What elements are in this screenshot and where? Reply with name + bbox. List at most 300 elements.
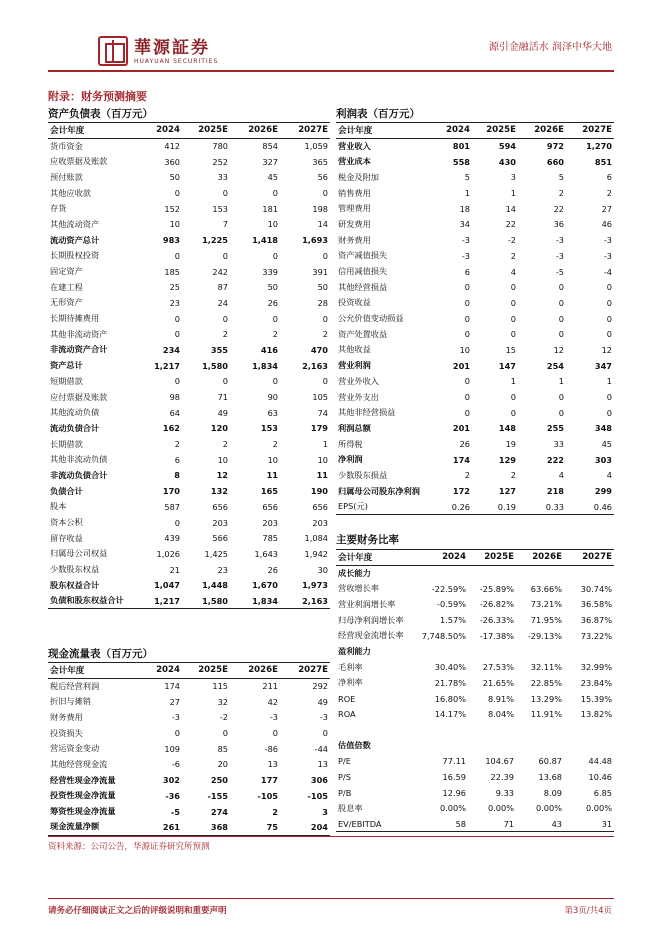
table-row: [336, 801, 614, 817]
cell-value: 21.65%: [482, 677, 514, 688]
cell-value: 558: [452, 156, 470, 167]
cell-value: 4: [606, 470, 612, 481]
table-row: [336, 816, 614, 832]
cell-value: 203: [212, 517, 228, 528]
row-label: 其他应收款: [50, 187, 91, 198]
cell-value: 27: [601, 203, 612, 214]
cell-value: 10.46: [588, 771, 612, 782]
table-row: [336, 185, 614, 201]
row-label: 股息率: [338, 802, 363, 813]
cell-value: 439: [164, 533, 180, 544]
row-label: 营业利润: [338, 360, 371, 371]
cell-value: -3: [319, 712, 328, 723]
row-label: 折旧与摊销: [50, 696, 91, 707]
cell-value: 0: [222, 376, 228, 387]
cell-value: 0: [464, 376, 470, 387]
cell-value: 162: [162, 423, 180, 434]
cell-value: 566: [212, 533, 228, 544]
cell-value: 27: [169, 696, 180, 707]
cell-value: 0: [606, 282, 612, 293]
cell-value: 174: [164, 681, 180, 692]
table-row: [336, 405, 614, 421]
cell-value: 64: [169, 407, 180, 418]
cell-value: 36.58%: [580, 599, 612, 610]
table-row: [336, 452, 614, 468]
cell-value: -44: [314, 743, 328, 754]
table-row: [48, 217, 330, 233]
cell-value: 105: [312, 392, 328, 403]
cell-value: 174: [452, 454, 470, 465]
cell-value: 98: [169, 392, 180, 403]
table-row: [48, 358, 330, 374]
cell-value: 50: [169, 172, 180, 183]
cell-value: -29.13%: [527, 630, 562, 641]
table-row: [336, 722, 614, 738]
cell-value: 153: [212, 203, 228, 214]
table-row: [336, 499, 614, 515]
cell-value: 348: [594, 423, 612, 434]
cell-value: -3: [461, 250, 470, 261]
cell-value: 0: [558, 313, 564, 324]
table-row: [336, 264, 614, 280]
cell-value: 36: [553, 219, 564, 230]
cell-value: 11.91%: [530, 709, 562, 720]
cell-value: 10: [267, 219, 278, 230]
cell-value: 0: [322, 728, 328, 739]
row-label: 信用减值损失: [338, 266, 388, 277]
cashflow-table: [48, 662, 330, 836]
cell-value: 172: [452, 486, 470, 497]
table-row: [48, 452, 330, 468]
cell-value: 13: [267, 759, 278, 770]
cell-value: 242: [212, 266, 228, 277]
cell-value: 204: [280, 819, 330, 835]
row-label: P/E: [338, 756, 351, 767]
row-label: 净利率: [338, 677, 363, 688]
cell-value: 470: [310, 344, 328, 355]
cell-value: 5: [464, 172, 470, 183]
row-label: 其他流动负债: [50, 407, 100, 418]
table-row: [48, 757, 330, 773]
cell-value: 2: [222, 329, 228, 340]
row-label: 税后经营利润: [50, 680, 100, 691]
table-row: [48, 483, 330, 499]
cell-value: -105: [257, 790, 278, 801]
cell-value: -25.89%: [479, 583, 514, 594]
table-row: [336, 217, 614, 233]
cell-value: 0: [558, 329, 564, 340]
page-number: 第3页/共4页: [564, 906, 612, 916]
cell-value: 0: [174, 517, 180, 528]
cell-value: 77.11: [442, 756, 466, 767]
cell-value: -22.59%: [431, 583, 466, 594]
cell-value: 115: [212, 681, 228, 692]
row-label: 其他非流动负债: [50, 454, 108, 465]
cell-value: 201: [452, 423, 470, 434]
cell-value: 1,580: [202, 360, 228, 371]
cell-value: [564, 644, 614, 660]
row-label: 归母净利润增长率: [338, 614, 404, 625]
cell-value: 109: [164, 743, 180, 754]
cell-value: 1,643: [254, 548, 278, 559]
cell-value: [564, 722, 614, 738]
table-header-row: [48, 123, 330, 139]
table-header-row: [336, 550, 614, 566]
cell-value: 19: [505, 439, 516, 450]
cell-value: 2: [464, 470, 470, 481]
cell-value: -3: [461, 235, 470, 246]
cell-value: 71.95%: [530, 615, 562, 626]
row-label: 现金流量净额: [48, 819, 134, 835]
cell-value: 1,418: [252, 235, 278, 246]
cell-value: 129: [498, 454, 516, 465]
cell-value: 170: [162, 486, 180, 497]
cell-value: 0: [272, 376, 278, 387]
cell-value: 34: [459, 219, 470, 230]
table-header-row: [48, 663, 330, 679]
cell-value: 303: [594, 454, 612, 465]
table-row: [48, 725, 330, 741]
table-row: [48, 530, 330, 546]
column-header-year: 2024: [134, 663, 182, 679]
cell-value: -86: [264, 743, 278, 754]
cell-value: 222: [546, 454, 564, 465]
cell-value: 0.33: [518, 499, 566, 515]
row-label: 财务费用: [50, 711, 83, 722]
cell-value: [564, 565, 614, 581]
cell-value: 32.11%: [530, 662, 562, 673]
header-divider: [48, 70, 614, 72]
row-label: 利润总额: [338, 422, 371, 433]
column-header-year: 2025E: [182, 123, 230, 139]
cell-value: 6.85: [593, 787, 612, 798]
column-header-year: 2026E: [516, 550, 564, 566]
section-title: 附录：财务预测摘要: [48, 90, 147, 103]
table-row: [48, 788, 330, 804]
cell-value: 46: [601, 219, 612, 230]
cell-value: 365: [312, 156, 328, 167]
cell-value: 58: [416, 816, 468, 832]
cell-value: 63.66%: [530, 583, 562, 594]
cell-value: 0.00%: [439, 803, 466, 814]
cell-value: 0: [272, 188, 278, 199]
row-label: 毛利率: [338, 661, 363, 672]
row-label: 投资性现金净流量: [50, 790, 116, 801]
cell-value: 10: [459, 344, 470, 355]
cell-value: -3: [269, 712, 278, 723]
cell-value: 252: [212, 156, 228, 167]
row-label: ROA: [338, 709, 356, 720]
cell-value: 587: [164, 501, 180, 512]
cell-value: 165: [260, 486, 278, 497]
cell-value: 45: [267, 172, 278, 183]
cell-value: 327: [262, 156, 278, 167]
cell-value: 292: [312, 681, 328, 692]
cell-value: [416, 565, 468, 581]
cell-value: 0.19: [472, 499, 518, 515]
cell-value: 660: [546, 156, 564, 167]
cell-value: 87: [217, 282, 228, 293]
table-row: [48, 154, 330, 170]
cell-value: 1,425: [204, 548, 228, 559]
row-label: P/B: [338, 787, 352, 798]
cell-value: 801: [452, 141, 470, 152]
table-row: [336, 468, 614, 484]
cell-value: 0.00%: [585, 803, 612, 814]
row-label: 长期借款: [50, 438, 83, 449]
row-label: 固定资产: [50, 266, 83, 277]
row-label: 其他收益: [338, 344, 371, 355]
table-row: [336, 389, 614, 405]
cell-value: 430: [498, 156, 516, 167]
row-label: 营业成本: [338, 156, 371, 167]
row-label: 其他流动资产: [50, 218, 100, 229]
column-header-year: 2024: [416, 550, 468, 566]
cell-value: 73.22%: [580, 630, 612, 641]
cell-value: 201: [452, 360, 470, 371]
table-row: [336, 358, 614, 374]
cell-value: 3: [510, 172, 516, 183]
cell-value: 0: [174, 188, 180, 199]
cell-value: 211: [262, 681, 278, 692]
cell-value: 43: [516, 816, 564, 832]
row-label: 管理费用: [338, 203, 371, 214]
cell-value: 983: [162, 235, 180, 246]
row-label: 经营现金流增长率: [338, 630, 404, 641]
cell-value: 24: [217, 297, 228, 308]
cell-value: 21.78%: [434, 677, 466, 688]
cell-value: -5: [555, 266, 564, 277]
cell-value: 71: [468, 816, 516, 832]
row-label: 营业收入: [338, 140, 371, 151]
cell-value: 1,942: [304, 548, 328, 559]
cell-value: 972: [546, 141, 564, 152]
cell-value: -4: [603, 266, 612, 277]
cell-value: 3: [322, 806, 328, 817]
column-header-year: 2024: [134, 123, 182, 139]
row-label: 投资收益: [338, 297, 371, 308]
cell-value: 45: [601, 439, 612, 450]
column-header-year: 2025E: [468, 550, 516, 566]
row-label: 归属母公司股东净利润: [338, 485, 420, 496]
table-row: [48, 772, 330, 788]
cell-value: 15.39%: [580, 693, 612, 704]
cell-value: 9.33: [495, 787, 514, 798]
table-row: [336, 706, 614, 722]
row-label: 归属母公司权益: [50, 548, 108, 559]
cell-value: 0: [464, 329, 470, 340]
cell-value: 0: [222, 728, 228, 739]
cell-value: 26: [267, 564, 278, 575]
row-label: 盈利能力: [338, 645, 371, 656]
cell-value: 355: [210, 344, 228, 355]
ratios-table: [336, 549, 614, 832]
table-row: [48, 546, 330, 562]
cell-value: 23.84%: [580, 677, 612, 688]
cell-value: 152: [164, 203, 180, 214]
table-row: [336, 295, 614, 311]
cell-value: 50: [267, 282, 278, 293]
cell-value: 0: [464, 282, 470, 293]
row-label: 估值倍数: [338, 740, 371, 751]
row-label: P/S: [338, 771, 351, 782]
cell-value: 1,084: [304, 533, 328, 544]
cell-value: 50: [317, 282, 328, 293]
cell-value: 0: [174, 329, 180, 340]
row-label: 经营性现金净流量: [50, 774, 116, 785]
cell-value: 25: [169, 282, 180, 293]
cell-value: 85: [217, 743, 228, 754]
balance-sheet-table: [48, 122, 330, 609]
cell-value: -5: [170, 806, 180, 817]
table-row: [336, 644, 614, 660]
cell-value: 147: [498, 360, 516, 371]
cell-value: 32.99%: [580, 662, 612, 673]
footer-divider: [48, 898, 614, 899]
row-label: 营运资金变动: [50, 743, 100, 754]
row-label: 其他经营损益: [338, 281, 388, 292]
cell-value: 360: [164, 156, 180, 167]
cell-value: 0: [464, 297, 470, 308]
cell-value: 4: [510, 266, 516, 277]
header-slogan: 源引金融活水 润泽中华大地: [488, 42, 612, 53]
cell-value: 2: [510, 470, 516, 481]
cell-value: [516, 644, 564, 660]
table-row: [336, 201, 614, 217]
cell-value: [516, 565, 564, 581]
table-row: [336, 138, 614, 154]
row-label: 在建工程: [50, 281, 83, 292]
cell-value: 12: [601, 344, 612, 355]
cell-value: 153: [260, 423, 278, 434]
cell-value: 2: [272, 329, 278, 340]
table-row: [48, 279, 330, 295]
row-label: 营业利润增长率: [338, 598, 396, 609]
table-row: [48, 819, 330, 835]
cell-value: 0: [464, 313, 470, 324]
cell-value: 0: [272, 313, 278, 324]
cell-value: 1,026: [156, 548, 180, 559]
column-header-year: 2025E: [182, 663, 230, 679]
table-row: [48, 741, 330, 757]
source-divider: [48, 836, 614, 837]
row-label: 营业外支出: [338, 391, 379, 402]
cell-value: 32: [217, 696, 228, 707]
table-row: [48, 562, 330, 578]
table-row: [336, 311, 614, 327]
cell-value: -3: [555, 250, 564, 261]
cell-value: 148: [498, 423, 516, 434]
cell-value: 30.74%: [580, 583, 612, 594]
row-label: 少数股东损益: [338, 469, 388, 480]
cell-value: 2: [606, 188, 612, 199]
table-row: [336, 436, 614, 452]
income-statement-table: [336, 122, 614, 515]
cell-value: -3: [171, 712, 180, 723]
cell-value: 1,834: [230, 593, 280, 609]
cell-value: -2: [219, 712, 228, 723]
table-row: [336, 154, 614, 170]
cell-value: 0: [272, 250, 278, 261]
row-label: 筹资性现金净流量: [50, 806, 116, 817]
column-header-label: 会计年度: [336, 550, 416, 566]
cell-value: 8.09: [543, 787, 562, 798]
table-row: [48, 804, 330, 820]
cell-value: 656: [212, 501, 228, 512]
cell-value: 0: [322, 376, 328, 387]
cell-value: 594: [498, 141, 516, 152]
row-label: 存货: [50, 203, 67, 214]
cell-value: 56: [317, 172, 328, 183]
cell-value: 203: [262, 517, 278, 528]
table-row: [48, 232, 330, 248]
cell-value: 11: [266, 470, 278, 481]
row-label: 长期股权投资: [50, 250, 100, 261]
cell-value: -26.82%: [479, 599, 514, 610]
cell-value: 16.59: [442, 771, 466, 782]
cell-value: 339: [262, 266, 278, 277]
cell-value: 13.68: [538, 771, 562, 782]
table-row: [336, 232, 614, 248]
cell-value: 299: [594, 486, 612, 497]
row-label: 负债和股东权益合计: [48, 593, 134, 609]
row-label: 留存收益: [50, 532, 83, 543]
cell-value: -36: [165, 790, 180, 801]
row-label: EV/EBITDA: [336, 816, 416, 832]
cell-value: 0: [510, 313, 516, 324]
column-header-year: 2026E: [230, 123, 280, 139]
column-header-year: 2027E: [280, 123, 330, 139]
cell-value: 63: [267, 407, 278, 418]
cashflow-title: 现金流量表（百万元）: [48, 648, 153, 660]
cell-value: 0: [464, 392, 470, 403]
cell-value: 1,217: [154, 360, 180, 371]
cell-value: 0: [222, 250, 228, 261]
table-row: [48, 374, 330, 390]
footer-disclaimer: 请务必仔细阅读正文之后的评级说明和重要声明: [48, 906, 227, 916]
cell-value: 185: [164, 266, 180, 277]
cell-value: [468, 722, 516, 738]
cell-value: 30: [317, 564, 328, 575]
table-row: [336, 170, 614, 186]
cell-value: -2: [507, 235, 516, 246]
cell-value: 0: [174, 250, 180, 261]
cell-value: 0: [558, 282, 564, 293]
cell-value: 347: [594, 360, 612, 371]
cell-value: 2: [510, 250, 516, 261]
column-header-year: 2027E: [566, 123, 614, 139]
cell-value: 15: [505, 344, 516, 355]
cell-value: 656: [262, 501, 278, 512]
row-label: 流动资产总计: [50, 234, 100, 245]
table-row: [48, 201, 330, 217]
cell-value: 12: [216, 470, 228, 481]
cell-value: -26.33%: [479, 615, 514, 626]
table-row: [48, 436, 330, 452]
cell-value: -3: [555, 235, 564, 246]
cell-value: 36.87%: [580, 615, 612, 626]
cell-value: [516, 738, 564, 754]
cell-value: 33: [553, 439, 564, 450]
cell-value: 12.96: [442, 787, 466, 798]
cell-value: -155: [207, 790, 228, 801]
column-header-year: 2026E: [518, 123, 566, 139]
cell-value: 8: [174, 470, 180, 481]
row-label: 研发费用: [338, 218, 371, 229]
row-label: 其他非流动资产: [50, 328, 108, 339]
column-header-label: 会计年度: [48, 663, 134, 679]
cell-value: 10: [317, 454, 328, 465]
